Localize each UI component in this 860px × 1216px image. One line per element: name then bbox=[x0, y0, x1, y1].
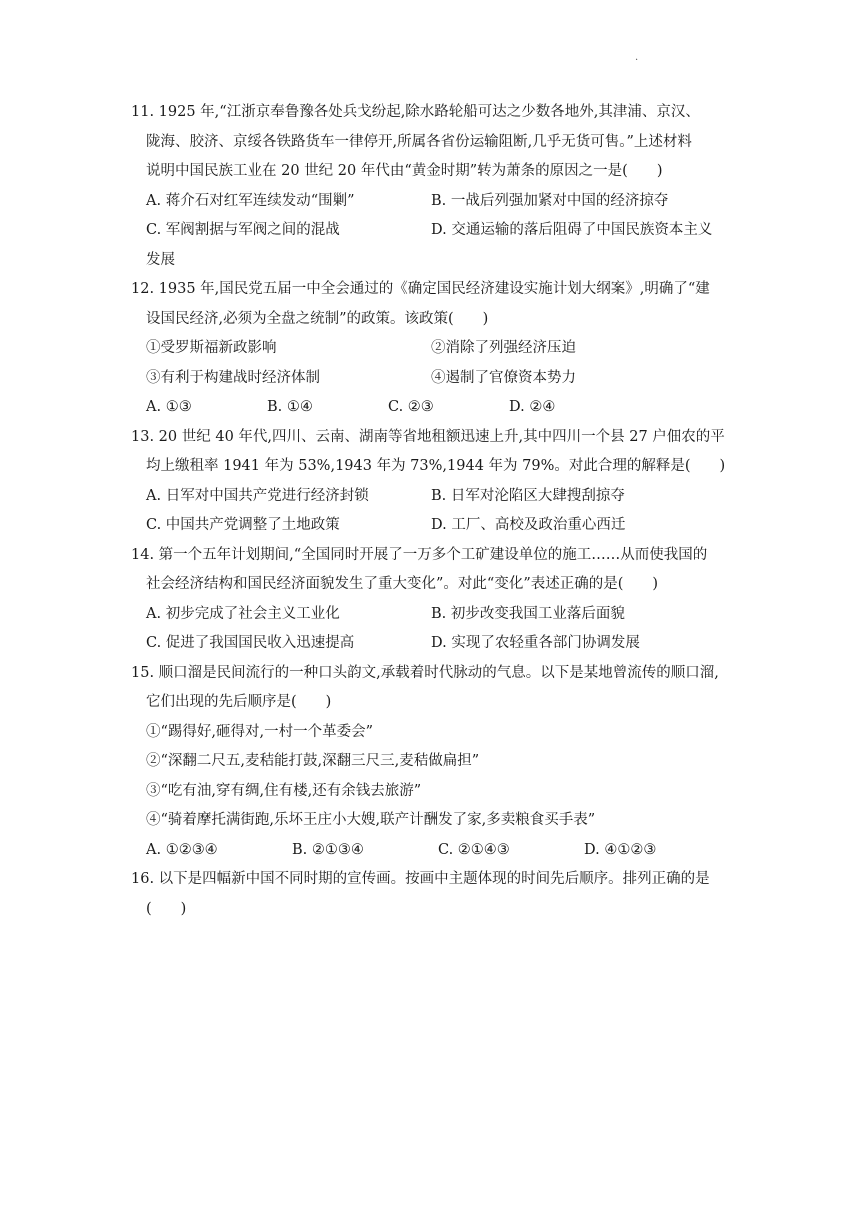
statement-4: ④遏制了官僚资本势力 bbox=[431, 369, 576, 386]
option-a: A. 初步完成了社会主义工业化 bbox=[146, 605, 340, 622]
statement-1: ①“踢得好,砸得对,一村一个革委会” bbox=[146, 723, 374, 740]
question-stem-line: 均上缴租率 1941 年为 53%,1943 年为 73%,1944 年为 79%。对此合理的解释是( ) bbox=[146, 458, 726, 474]
statement-2: ②消除了列强经济压迫 bbox=[431, 340, 576, 356]
option-row bbox=[131, 393, 741, 423]
option-b: B. 初步改变我国工业落后面貌 bbox=[431, 605, 625, 622]
question-stem-line: 11. 1925 年,“江浙京奉鲁豫各处兵戈纷起,除水路轮船可达之少数各地外,其津浦、京汉、 bbox=[131, 104, 700, 120]
option-a: A. 日军对中国共产党进行经济封锁 bbox=[146, 487, 369, 504]
question-13 bbox=[131, 423, 741, 541]
option-b: B. 一战后列强加紧对中国的经济掠夺 bbox=[431, 192, 669, 209]
option-a: A. ①②③④ bbox=[146, 841, 218, 858]
option-d: D. ④①②③ bbox=[584, 841, 657, 858]
option-c: C. ②③ bbox=[388, 399, 434, 415]
question-stem-line: 13. 20 世纪 40 年代,四川、云南、湖南等省地租额迅速上升,其中四川一个县 27 户佃农的平 bbox=[131, 428, 725, 445]
option-row bbox=[131, 629, 741, 659]
statement-3: ③有利于构建战时经济体制 bbox=[146, 369, 320, 386]
question-14 bbox=[131, 541, 741, 659]
statement-2: ②“深翻二尺五,麦秸能打鼓,深翻三尺三,麦秸做扁担” bbox=[146, 753, 480, 769]
question-15 bbox=[131, 659, 741, 866]
question-stem-line: 15. 顺口溜是民间流行的一种口头韵文,承载着时代脉动的气息。以下是某地曾流传的顺口溜, bbox=[131, 664, 719, 681]
option-c: C. 中国共产党调整了土地政策 bbox=[146, 517, 340, 533]
option-d-continuation: 发展 bbox=[146, 251, 175, 268]
option-d: D. ②④ bbox=[509, 399, 556, 415]
statement-1: ①受罗斯福新政影响 bbox=[146, 340, 277, 356]
statement-row bbox=[131, 334, 741, 364]
option-a: A. 蒋介石对红军连续发动“围剿” bbox=[146, 192, 355, 209]
option-row bbox=[131, 511, 741, 541]
question-stem-line: 14. 第一个五年计划期间,“全国同时开展了一万多个工矿建设单位的施工……从而使我国的 bbox=[131, 546, 708, 563]
option-c: C. 促进了我国国民收入迅速提高 bbox=[146, 635, 355, 651]
option-c: C. ②①④③ bbox=[438, 841, 510, 858]
option-row bbox=[131, 216, 741, 246]
question-11 bbox=[131, 98, 741, 275]
option-d: D. 工厂、高校及政治重心西迁 bbox=[431, 517, 626, 533]
question-stem-line: ( ) bbox=[146, 900, 187, 917]
statement-row bbox=[131, 364, 741, 394]
option-b: B. ②①③④ bbox=[292, 841, 364, 858]
option-row bbox=[131, 482, 741, 512]
question-16 bbox=[131, 865, 741, 924]
question-stem-line: 设国民经济,必须为全盘之统制”的政策。该政策( ) bbox=[146, 310, 489, 327]
option-row bbox=[131, 836, 741, 866]
question-stem-line: 16. 以下是四幅新中国不同时期的宣传画。按画中主题体现的时间先后顺序。排列正确的是 bbox=[131, 871, 710, 887]
option-b: B. ①④ bbox=[267, 399, 313, 415]
question-stem-line: 陇海、胶济、京绥各铁路货车一律停开,所属各省份运输阻断,几乎无货可售。”上述材料 bbox=[146, 133, 692, 150]
question-stem-line: 说明中国民族工业在 20 世纪 20 年代由“黄金时期”转为萧条的原因之一是( ) bbox=[146, 163, 663, 179]
option-b: B. 日军对沦陷区大肆搜刮掠夺 bbox=[431, 487, 625, 504]
option-d: D. 交通运输的落后阻碍了中国民族资本主义 bbox=[431, 222, 713, 238]
question-stem-line: 它们出现的先后顺序是( ) bbox=[146, 694, 332, 710]
header-mark: . bbox=[635, 52, 639, 63]
option-c: C. 军阀割据与军阀之间的混战 bbox=[146, 222, 340, 238]
option-row bbox=[131, 187, 741, 217]
option-a: A. ①③ bbox=[146, 399, 192, 415]
question-12 bbox=[131, 275, 741, 423]
statement-3: ③“吃有油,穿有绸,住有楼,还有余钱去旅游” bbox=[146, 782, 422, 799]
statement-4: ④“骑着摩托满街跑,乐坏王庄小大嫂,联产计酬发了家,多卖粮食买手表” bbox=[146, 812, 596, 828]
option-d: D. 实现了农轻重各部门协调发展 bbox=[431, 635, 640, 651]
question-stem-line: 12. 1935 年,国民党五届一中全会通过的《确定国民经济建设实施计划大纲案》,明确了“建 bbox=[131, 281, 710, 297]
question-stem-line: 社会经济结构和国民经济面貌发生了重大变化”。对此“变化”表述正确的是( ) bbox=[146, 576, 659, 592]
question-list bbox=[131, 98, 741, 924]
option-row bbox=[131, 600, 741, 630]
